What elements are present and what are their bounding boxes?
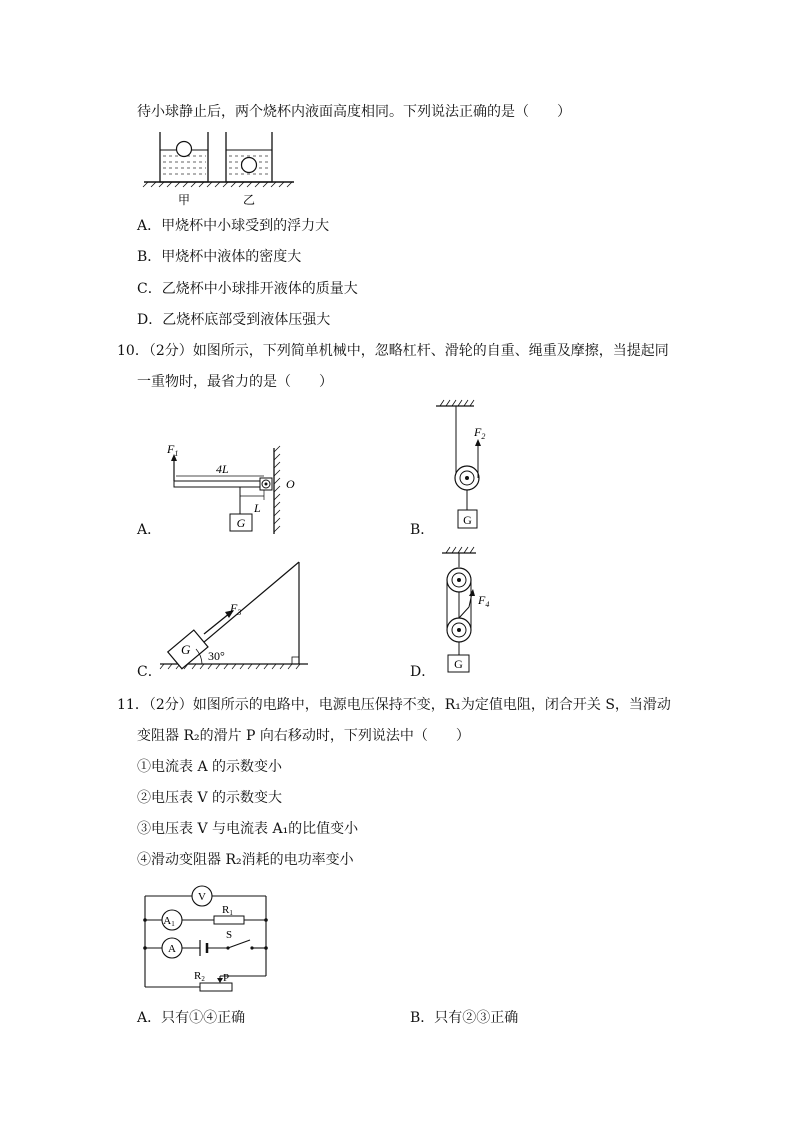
q10-stem-line1: 10．（2分）如图所示，下列简单机械中，忽略杠杆、滑轮的自重、绳重及摩擦，当提起同	[117, 343, 669, 359]
beakers-figure	[138, 128, 298, 210]
beaker-jia	[160, 132, 208, 182]
label-yi: 乙	[242, 193, 256, 207]
q9-option-c[interactable]: C．乙烧杯中小球排开液体的质量大	[137, 281, 358, 297]
lever-force-label: $F_1$	[167, 442, 179, 458]
lever-short-arm: L	[254, 501, 261, 515]
circuit-slider-label: P	[223, 972, 230, 984]
q9-option-b[interactable]: B．甲烧杯中液体的密度大	[137, 249, 302, 265]
incline-angle: 30°	[208, 649, 225, 663]
q10-option-a-label[interactable]: A．	[137, 522, 162, 538]
pulley-b-force-label: $F_2$	[474, 425, 486, 441]
ball-jia	[177, 142, 192, 157]
q11-stem-line1: 11．（2分）如图所示的电路中，电源电压保持不变，R₁为定值电阻，闭合开关 S，当滑动	[117, 697, 671, 713]
ball-yi	[242, 158, 257, 173]
q11-statement-2: ②电压表 V 的示数变大	[137, 790, 283, 806]
lever-long-arm: 4L	[216, 462, 229, 476]
inclined-plane-figure	[148, 560, 318, 670]
q11-stem-line2: 变阻器 R₂的滑片 P 向右移动时，下列说法中（ ）	[137, 728, 470, 744]
pulley-d-force-label: $F_4$	[478, 593, 490, 609]
q11-option-b[interactable]: B．只有②③正确	[410, 1010, 519, 1026]
circuit-ammeter1-label: A1	[163, 915, 175, 928]
incline-force-label: $F_3$	[230, 601, 242, 617]
circuit-r2-label: R2	[194, 970, 205, 983]
q9-stem: 待小球静止后，两个烧杯内液面高度相同。下列说法正确的是（ ）	[137, 104, 571, 120]
q11-option-a[interactable]: A．只有①④正确	[137, 1010, 246, 1026]
label-jia: 甲	[177, 193, 191, 207]
lever-weight: G	[236, 516, 246, 530]
q10-option-d-label[interactable]: D．	[410, 664, 436, 680]
q11-statement-1: ①电流表 A 的示数变小	[137, 759, 283, 775]
q9-option-d[interactable]: D．乙烧杯底部受到液体压强大	[137, 312, 331, 328]
circuit-ammeter-label: A	[168, 943, 176, 955]
q10-option-b-label[interactable]: B．	[410, 522, 435, 538]
q11-statement-3: ③电压表 V 与电流表 A₁的比值变小	[137, 821, 359, 837]
pulley-b-weight: G	[463, 513, 472, 527]
q10-option-c-label[interactable]: C．	[137, 664, 162, 680]
q10-stem-line2: 一重物时，最省力的是（ ）	[137, 374, 333, 390]
incline-weight: G	[181, 642, 191, 657]
pulley-d-weight: G	[454, 657, 463, 671]
movable-pulley-figure	[432, 398, 512, 533]
q9-option-a[interactable]: A．甲烧杯中小球受到的浮力大	[137, 218, 330, 234]
circuit-r1-label: R1	[222, 904, 233, 917]
lever-pivot-label: O	[286, 477, 295, 491]
lever-figure	[160, 438, 310, 538]
circuit-figure	[140, 884, 276, 996]
beaker-yi	[226, 132, 272, 182]
circuit-switch-label: S	[226, 929, 233, 941]
q11-statement-4: ④滑动变阻器 R₂消耗的电功率变小	[137, 852, 354, 868]
pulley-block-figure	[432, 545, 512, 677]
circuit-voltmeter-label: V	[198, 891, 206, 903]
